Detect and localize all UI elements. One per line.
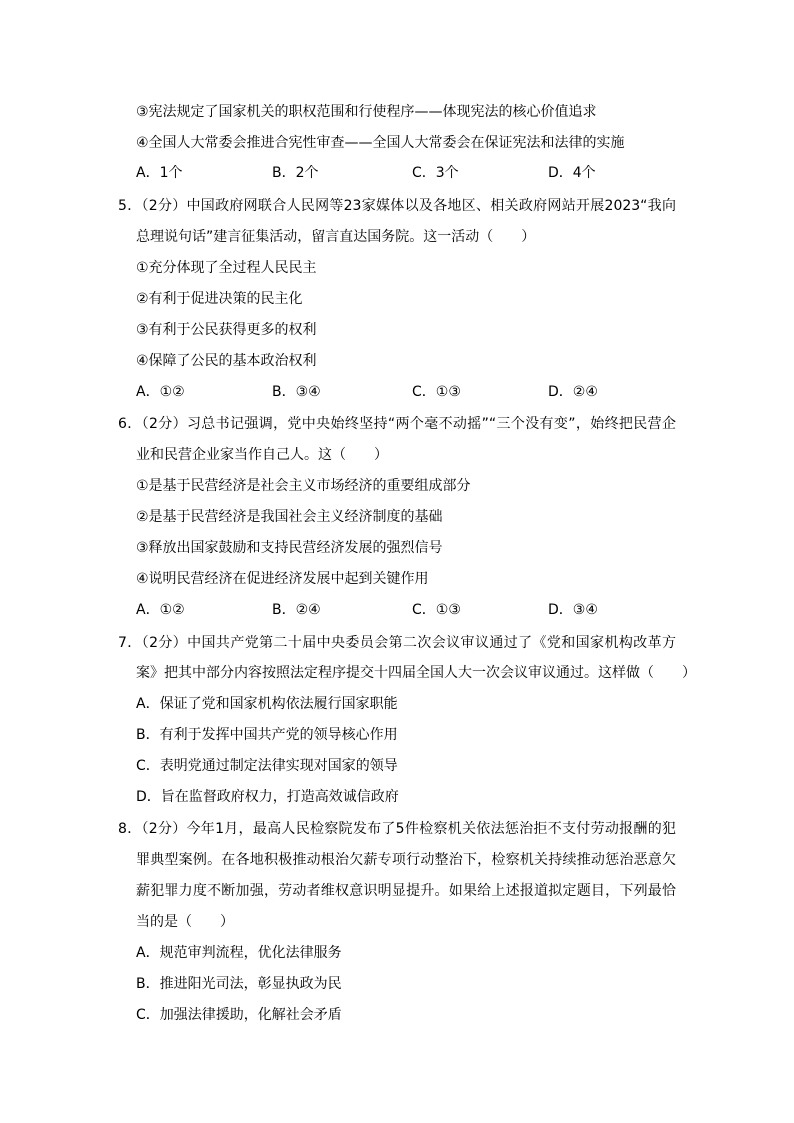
q6-option-c: C．①③ bbox=[412, 602, 461, 618]
q6-option-a: A．①② bbox=[136, 602, 185, 618]
q4-statement-3: ③宪法规定了国家机关的职权范围和行使程序——体现宪法的核心价值追求 bbox=[136, 104, 597, 120]
q5-stem-line-2: 总理说句话”建言征集活动，留言直达国务院。这一活动（ ） bbox=[136, 229, 536, 245]
q6-statement-2: ②是基于民营经济是我国社会主义经济制度的基础 bbox=[136, 509, 443, 525]
q4-option-d: D．4个 bbox=[548, 165, 596, 181]
q5-option-d: D．②④ bbox=[548, 384, 598, 400]
q6-statement-4: ④说明民营经济在促进经济发展中起到关键作用 bbox=[136, 571, 429, 587]
q6-option-d: D．③④ bbox=[548, 602, 598, 618]
q6-statement-3: ③释放出国家鼓励和支持民营经济发展的强烈信号 bbox=[136, 540, 443, 556]
q7-option-d: D．旨在监督政府权力，打造高效诚信政府 bbox=[136, 789, 399, 805]
q4-option-a: A．1个 bbox=[136, 165, 183, 181]
q4-statement-4: ④全国人大常委会推进合宪性审查——全国人大常委会在保证宪法和法律的实施 bbox=[136, 135, 625, 151]
q4-option-b: B．2个 bbox=[272, 165, 319, 181]
q5-statement-2: ②有利于促进决策的民主化 bbox=[136, 291, 303, 307]
q6-stem-line-1: 6．（2分）习总书记强调，党中央始终坚持“两个毫不动摇”“三个没有变”，始终把民营企 bbox=[118, 416, 676, 432]
q8-option-c: C．加强法律援助，化解社会矛盾 bbox=[136, 1007, 342, 1023]
q6-option-b: B．②④ bbox=[272, 602, 321, 618]
q6-stem-line-2: 业和民营企业家当作自己人。这（ ） bbox=[136, 447, 388, 463]
q8-stem-line-3: 薪犯罪力度不断加强，劳动者维权意识明显提升。如果给上述报道拟定题目，下列最恰 bbox=[136, 883, 676, 899]
q4-option-c: C．3个 bbox=[412, 165, 459, 181]
q5-stem-line-1: 5．（2分）中国政府网联合人民网等23家媒体以及各地区、相关政府网站开展2023“我向 bbox=[118, 198, 676, 214]
q5-statement-1: ①充分体现了全过程人民民主 bbox=[136, 260, 317, 276]
q8-option-a: A．规范审判流程，优化法律服务 bbox=[136, 945, 342, 961]
q5-statement-4: ④保障了公民的基本政治权利 bbox=[136, 353, 317, 369]
q5-option-b: B．③④ bbox=[272, 384, 321, 400]
q7-stem-line-1: 7．（2分）中国共产党第二十届中央委员会第二次会议审议通过了《党和国家机构改革方 bbox=[118, 635, 676, 651]
q6-statement-1: ①是基于民营经济是社会主义市场经济的重要组成部分 bbox=[136, 478, 471, 494]
q5-option-a: A．①② bbox=[136, 384, 185, 400]
q8-stem-line-4: 当的是（ ） bbox=[136, 914, 234, 930]
q5-statement-3: ③有利于公民获得更多的权利 bbox=[136, 322, 317, 338]
q7-option-a: A．保证了党和国家机构依法履行国家职能 bbox=[136, 696, 398, 712]
q8-stem-line-1: 8．（2分）今年1月，最高人民检察院发布了5件检察机关依法惩治拒不支付劳动报酬的犯 bbox=[118, 821, 676, 837]
q5-option-c: C．①③ bbox=[412, 384, 461, 400]
q7-option-b: B．有利于发挥中国共产党的领导核心作用 bbox=[136, 727, 398, 743]
q7-stem-line-2: 案》把其中部分内容按照法定程序提交十四届全国人大一次会议审议通过。这样做（ ） bbox=[136, 665, 696, 681]
q7-option-c: C．表明党通过制定法律实现对国家的领导 bbox=[136, 758, 398, 774]
q8-option-b: B．推进阳光司法，彰显执政为民 bbox=[136, 976, 342, 992]
q8-stem-line-2: 罪典型案例。在各地积极推动根治欠薪专项行动整治下，检察机关持续推动惩治恶意欠 bbox=[136, 852, 676, 868]
